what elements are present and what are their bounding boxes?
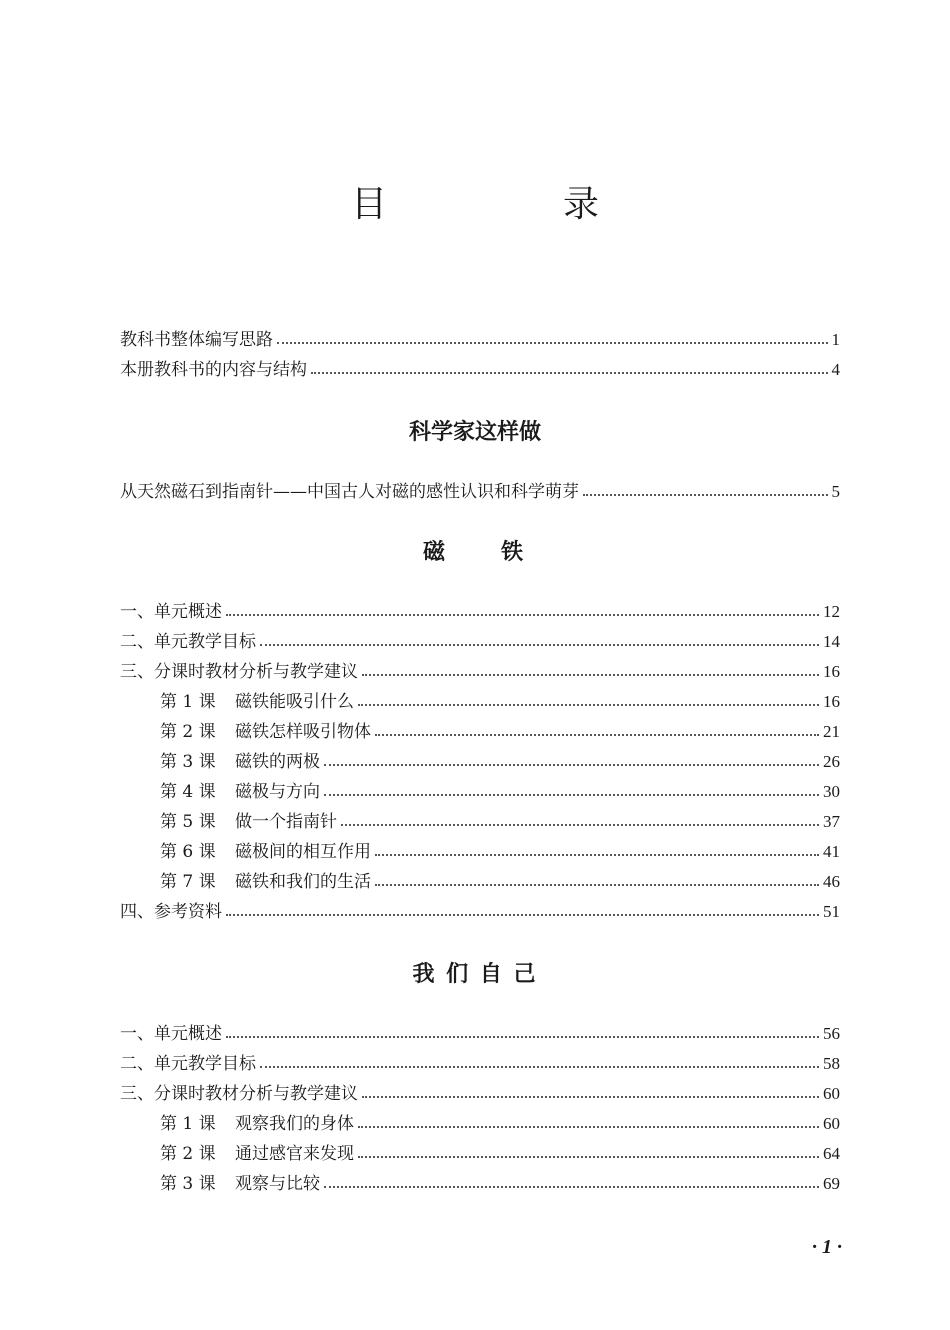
toc-entry-label: 磁极间的相互作用 — [235, 842, 371, 862]
lesson-number: 第 6 课 — [160, 842, 216, 862]
toc-entry-label: 二、单元教学目标 — [120, 632, 256, 652]
toc-entry[interactable] — [120, 660, 840, 684]
toc-entry-page: 30 — [823, 782, 840, 801]
leader-dots — [226, 614, 819, 616]
toc-entry-page: 60 — [823, 1084, 840, 1103]
toc-entry-label: 教科书整体编写思路 — [120, 330, 273, 350]
toc-entry-lesson[interactable] — [160, 750, 840, 774]
toc-entry-lesson[interactable] — [160, 1112, 840, 1136]
toc-entry-page: 46 — [823, 872, 840, 891]
toc-entry-label: 三、分课时教材分析与教学建议 — [120, 1084, 358, 1104]
toc-entry-page: 21 — [823, 722, 840, 741]
section-heading: 磁 铁 — [422, 540, 527, 565]
toc-entry-page: 14 — [823, 632, 840, 651]
toc-entry[interactable] — [120, 630, 840, 654]
leader-dots — [375, 734, 819, 736]
toc-entry[interactable] — [120, 480, 840, 504]
toc-entry-lesson[interactable] — [160, 720, 840, 744]
leader-dots — [358, 1126, 819, 1128]
leader-dots — [375, 854, 819, 856]
leader-dots — [324, 764, 819, 766]
toc-entry-lesson[interactable] — [160, 780, 840, 804]
toc-entry-label: 一、单元概述 — [120, 602, 222, 622]
toc-entry-label: 本册教科书的内容与结构 — [120, 360, 307, 380]
page-title: 目 录 — [350, 184, 669, 225]
leader-dots — [311, 372, 828, 374]
leader-dots — [324, 1186, 819, 1188]
toc-entry[interactable] — [120, 1082, 840, 1106]
lesson-number: 第 3 课 — [160, 1174, 216, 1194]
toc-entry-page: 56 — [823, 1024, 840, 1043]
toc-entry-page: 60 — [823, 1114, 840, 1133]
toc-entry-page: 1 — [831, 330, 840, 349]
lesson-number: 第 7 课 — [160, 872, 216, 892]
toc-entry[interactable] — [120, 1052, 840, 1076]
leader-dots — [226, 914, 819, 916]
lesson-number: 第 1 课 — [160, 1114, 216, 1134]
leader-dots — [358, 1156, 819, 1158]
toc-entry-label: 观察与比较 — [235, 1174, 320, 1194]
toc-entry-label: 磁铁和我们的生活 — [235, 872, 371, 892]
leader-dots — [260, 644, 819, 646]
lesson-number: 第 2 课 — [160, 1144, 216, 1164]
toc-entry-label: 磁铁怎样吸引物体 — [235, 722, 371, 742]
toc-entry[interactable] — [120, 900, 840, 924]
toc-entry-page: 41 — [823, 842, 840, 861]
leader-dots — [362, 1096, 819, 1098]
toc-entry-lesson[interactable] — [160, 840, 840, 864]
toc-entry-page: 64 — [823, 1144, 840, 1163]
toc-entry[interactable] — [120, 328, 840, 352]
page-number: · 1 · — [812, 1236, 842, 1258]
toc-entry-label: 磁极与方向 — [235, 782, 320, 802]
toc-entry-label: 从天然磁石到指南针——中国古人对磁的感性认识和科学萌芽 — [120, 482, 579, 502]
toc-entry-page: 4 — [831, 360, 840, 379]
section-heading: 我 们 自 己 — [412, 962, 538, 987]
toc-entry-label: 通过感官来发现 — [235, 1144, 354, 1164]
toc-entry-lesson[interactable] — [160, 690, 840, 714]
toc-entry-label: 一、单元概述 — [120, 1024, 222, 1044]
toc-entry-lesson[interactable] — [160, 1142, 840, 1166]
lesson-number: 第 2 课 — [160, 722, 216, 742]
toc-entry-page: 16 — [823, 692, 840, 711]
leader-dots — [341, 824, 819, 826]
toc-entry-lesson[interactable] — [160, 1172, 840, 1196]
lesson-number: 第 3 课 — [160, 752, 216, 772]
toc-entry-label: 做一个指南针 — [235, 812, 337, 832]
toc-entry[interactable] — [120, 600, 840, 624]
toc-entry-label: 磁铁能吸引什么 — [235, 692, 354, 712]
toc-entry-label: 二、单元教学目标 — [120, 1054, 256, 1074]
toc-entry-label: 四、参考资料 — [120, 902, 222, 922]
toc-entry-page: 12 — [823, 602, 840, 621]
toc-entry-label: 观察我们的身体 — [235, 1114, 354, 1134]
leader-dots — [277, 342, 828, 344]
toc-entry-lesson[interactable] — [160, 870, 840, 894]
leader-dots — [583, 494, 828, 496]
lesson-number: 第 5 课 — [160, 812, 216, 832]
leader-dots — [362, 674, 819, 676]
toc-entry-page: 26 — [823, 752, 840, 771]
leader-dots — [260, 1066, 819, 1068]
toc-entry-page: 37 — [823, 812, 840, 831]
lesson-number: 第 4 课 — [160, 782, 216, 802]
leader-dots — [375, 884, 819, 886]
toc-entry-page: 51 — [823, 902, 840, 921]
toc-entry-page: 58 — [823, 1054, 840, 1073]
toc-entry-page: 16 — [823, 662, 840, 681]
leader-dots — [358, 704, 819, 706]
lesson-number: 第 1 课 — [160, 692, 216, 712]
toc-entry-label: 三、分课时教材分析与教学建议 — [120, 662, 358, 682]
toc-entry[interactable] — [120, 1022, 840, 1046]
toc-entry-lesson[interactable] — [160, 810, 840, 834]
leader-dots — [324, 794, 819, 796]
section-heading: 科学家这样做 — [408, 420, 541, 445]
toc-entry-page: 5 — [831, 482, 840, 501]
leader-dots — [226, 1036, 819, 1038]
toc-entry-label: 磁铁的两极 — [235, 752, 320, 772]
toc-entry[interactable] — [120, 358, 840, 382]
toc-entry-page: 69 — [823, 1174, 840, 1193]
